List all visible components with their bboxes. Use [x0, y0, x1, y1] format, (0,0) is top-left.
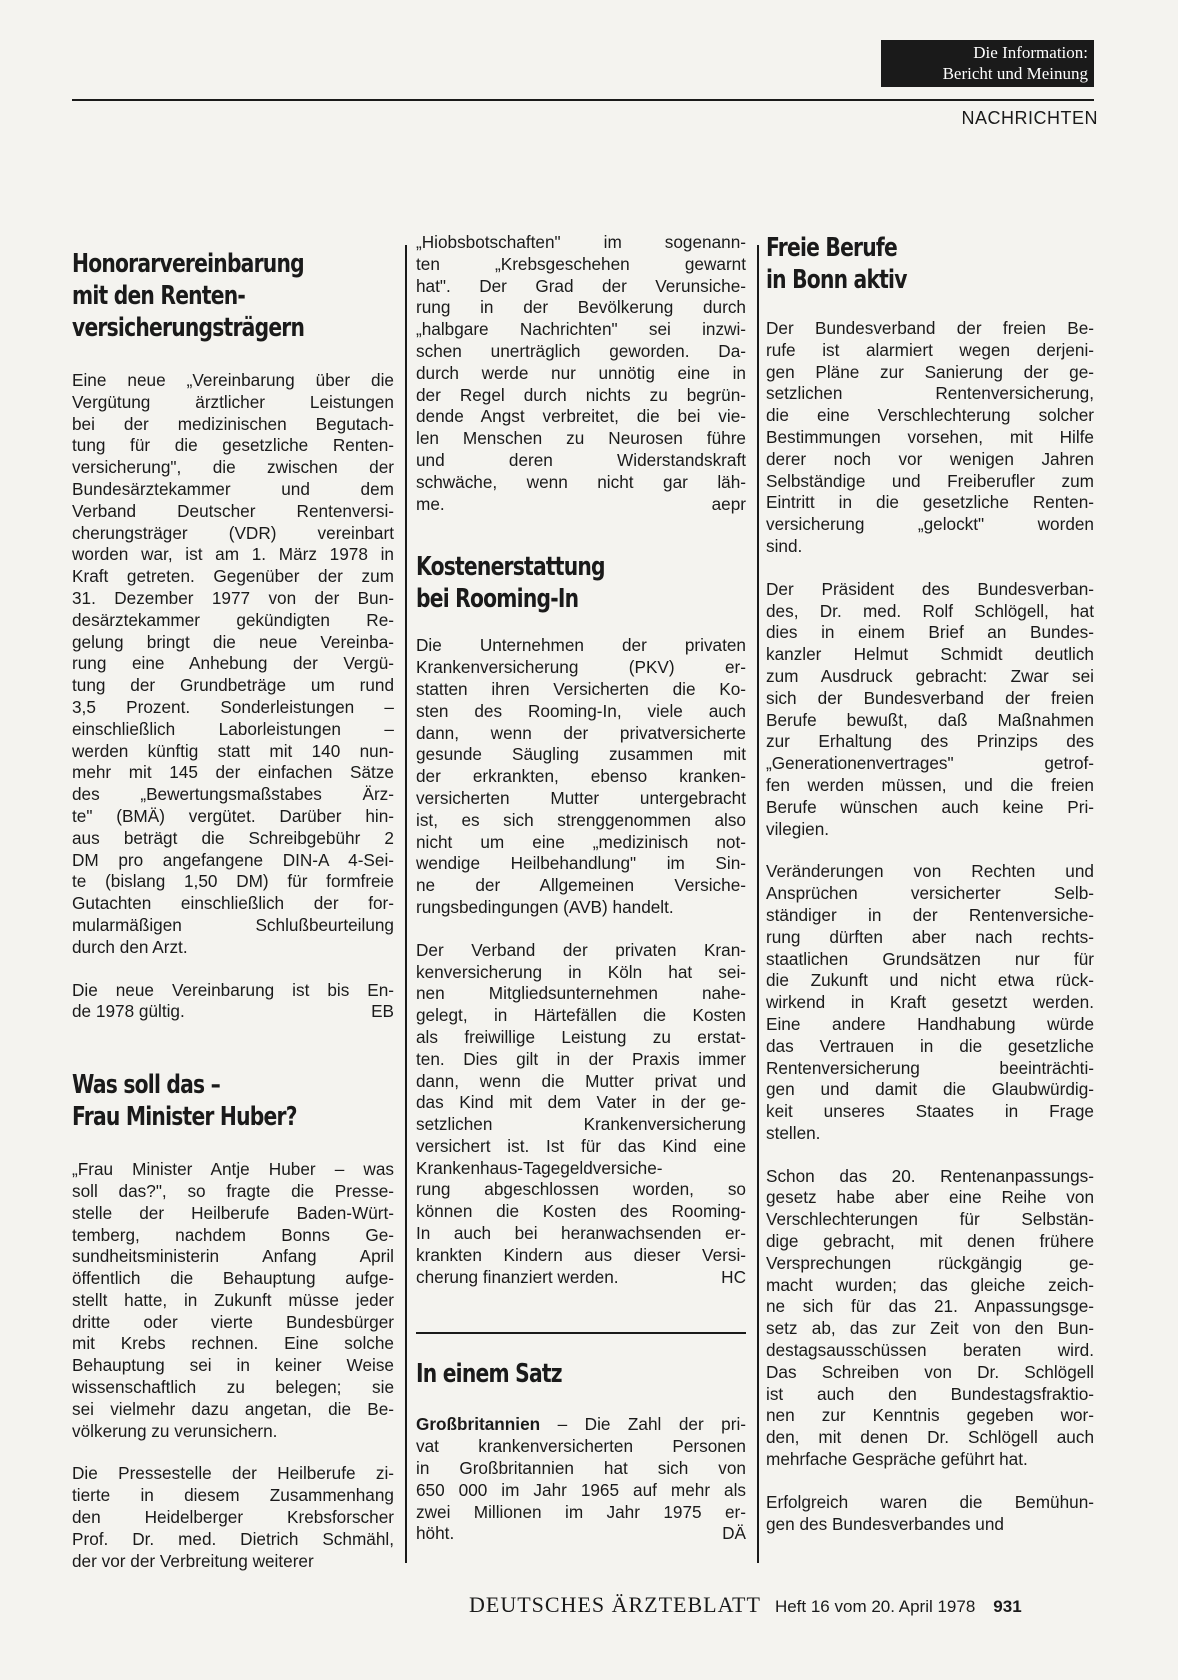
- text-line: Behauptung sei in keiner Weise: [72, 1355, 394, 1376]
- text-line: ten „Krebsgeschehen gewarnt: [416, 253, 746, 274]
- text-line: Eine andere Handhabung würde: [766, 1013, 1094, 1034]
- text-line: Erfolgreich waren die Bemühun-: [766, 1491, 1094, 1512]
- text-line: In auch bei heranwachsenden er-: [416, 1223, 746, 1244]
- text-line: das Kind mit dem Vater in der ge-: [416, 1092, 746, 1113]
- text-line: gelegt, in Härtefällen die Kosten: [416, 1005, 746, 1026]
- text-line: ne sich für das 21. Anpassungsge-: [766, 1296, 1094, 1317]
- headline-satz: In einem Satz: [416, 1359, 562, 1390]
- text-line: setz ab, das zur Zeit von den Bun-: [766, 1318, 1094, 1339]
- text-line: das Vertrauen in die gesetzliche: [766, 1035, 1094, 1056]
- text-line: krankten Kindern aus dieser Versi-: [416, 1244, 746, 1265]
- text-line: hat". Der Grad der Verunsiche-: [416, 275, 746, 296]
- text-line: mularmäßigen Schlußbeurteilung: [72, 914, 394, 935]
- satz-body: [416, 1414, 746, 1545]
- headline-line: Kostenerstattung: [416, 552, 605, 583]
- text-line: macht wurden; das gleiche zeich-: [766, 1274, 1094, 1295]
- text-line: worden war, ist am 1. März 1978 in: [72, 544, 394, 565]
- text-line: als freiwillige Leistung zu erstat-: [416, 1026, 746, 1047]
- headline-line: Honorarvereinbarung: [72, 249, 304, 279]
- text-line: derer noch vor wenigen Jahren: [766, 448, 1094, 469]
- text-line: zwei Millionen im Jahr 1975 er-: [416, 1501, 746, 1522]
- text-line: schwäche, wenn nicht gar läh-: [416, 471, 746, 492]
- issue-info: Heft 16 vom 20. April 1978: [774, 1597, 976, 1616]
- headline-line: in Bonn aktiv: [766, 265, 907, 295]
- text-line: höht. DÄ: [416, 1523, 746, 1544]
- text-line: den, mit denen Dr. Schlögell auch: [766, 1427, 1094, 1448]
- text-line: die Zukunft und nicht etwa rück-: [766, 970, 1094, 991]
- text-line: soll das?", so fragte die Presse-: [72, 1180, 394, 1201]
- column-3: [766, 232, 1094, 1535]
- berufe-para-2: [766, 579, 1094, 841]
- text-line: desärztekammer gekündigten Re-: [72, 609, 394, 630]
- headline-berufe: [766, 232, 1022, 296]
- text-line: Versprechungen rückgängig ge-: [766, 1252, 1094, 1273]
- text-line: sich der Bundesverband der freien: [766, 687, 1094, 708]
- text-line: nen zur Kenntnis gegeben wor-: [766, 1405, 1094, 1426]
- text-line: Vergütung ärztlicher Leistungen: [72, 391, 394, 412]
- text-line: wirkend in Kraft gesetzt werden.: [766, 992, 1094, 1013]
- text-line: cherungsträger (VDR) vereinbart: [72, 522, 394, 543]
- text-line: 31. Dezember 1977 von der Bun-: [72, 587, 394, 608]
- text-line: in Großbritannien hat sich von: [416, 1458, 746, 1479]
- text-line: me. aepr: [416, 493, 746, 514]
- column-2: [416, 232, 746, 1545]
- text-line: dann, wenn der privatversicherte: [416, 722, 746, 743]
- text-line: Der Verband der privaten Kran-: [416, 939, 746, 960]
- text-line: tung für die gesetzliche Renten-: [72, 435, 394, 456]
- headline-line: Was soll das –: [72, 1070, 220, 1101]
- section-label: NACHRICHTEN: [961, 108, 1098, 128]
- headline-honorar: [72, 248, 323, 344]
- text-line: durch den Arzt.: [72, 936, 188, 957]
- text-line: Eine neue „Vereinbarung über die: [72, 370, 394, 390]
- publication-name: DEUTSCHES ÄRZTEBLATT: [469, 1592, 761, 1617]
- column-1: [72, 248, 394, 1572]
- text-line: Gutachten einschließlich der for-: [72, 893, 394, 914]
- text-line: rung in der Bevölkerung durch: [416, 297, 746, 318]
- text-line: die eine Verschlechterung solcher: [766, 405, 1094, 426]
- text-line: des „Bewertungsmaßstabes Ärz-: [72, 784, 394, 805]
- text-line: Verband Deutscher Rentenversi-: [72, 500, 394, 521]
- page-number: 931: [993, 1597, 1022, 1616]
- text-line: Die neue Vereinbarung ist bis En-: [72, 979, 394, 1000]
- text-line: ne der Allgemeinen Versiche-: [416, 875, 746, 896]
- text-line: dann, wenn die Mutter privat und: [416, 1070, 746, 1091]
- text-line: stellt hatte, in Zukunft müsse jeder: [72, 1289, 394, 1310]
- text-line: rungsbedingungen (AVB) handelt.: [416, 896, 674, 917]
- text-line: dige gebracht, mit denen frühere: [766, 1231, 1094, 1252]
- berufe-para-4: [766, 1166, 1094, 1471]
- text-line: den Heidelberger Krebsforscher: [72, 1507, 394, 1528]
- headline-rooming: [416, 551, 673, 615]
- text-line: len Menschen zu Neurosen führe: [416, 428, 746, 449]
- text-line: rufe ist alarmiert wegen derjeni-: [766, 339, 1094, 360]
- text-line: DM pro angefangene DIN-A 4-Sei-: [72, 849, 394, 870]
- signature-honorar: EB: [371, 1001, 394, 1022]
- text-line: der vor der Verbreitung weiterer: [72, 1550, 314, 1571]
- text-line: versicherung „gelockt" worden: [766, 514, 1094, 535]
- text-line: sind.: [766, 535, 803, 556]
- text-line: einschließlich Laborleistungen –: [72, 718, 394, 739]
- text-line: nicht um eine „medizinisch not-: [416, 831, 746, 852]
- text-line: setzlichen Rentenversicherung,: [766, 383, 1094, 404]
- text-line: kenversicherung in Köln hat sei-: [416, 961, 746, 982]
- text-line: und deren Widerstandskraft: [416, 449, 746, 470]
- berufe-para-3: [766, 861, 1094, 1144]
- text-line: „Frau Minister Antje Huber – was: [72, 1159, 394, 1180]
- text-line: Eintritt in die gesetzliche Renten-: [766, 492, 1094, 513]
- headline-line: Frau Minister Huber?: [72, 1102, 297, 1133]
- article-signature: aepr: [711, 493, 746, 514]
- text-line: tierte in diesem Zusammenhang: [72, 1485, 394, 1506]
- text-line: schen unerträglich geworden. Da-: [416, 340, 746, 361]
- header-rule: [72, 99, 1094, 101]
- text-line: durch werde nur unnötig eine in: [416, 362, 746, 383]
- article-signature: DÄ: [722, 1523, 746, 1544]
- huber-para-1: [72, 1159, 394, 1442]
- text-line: Die Unternehmen der privaten: [416, 635, 746, 656]
- text-line: te" (BMÄ) vergütet. Darüber hin-: [72, 805, 394, 826]
- text-line: fen werden müssen, und die freien: [766, 774, 1094, 795]
- text-line: völkerung zu verunsichern.: [72, 1420, 278, 1441]
- text-line: ten. Dies gilt in der Praxis immer: [416, 1048, 746, 1069]
- headline-line: Freie Berufe: [766, 233, 897, 263]
- huber-para-2: [72, 1463, 394, 1572]
- text-line: mehr mit 145 der einfachen Sätze: [72, 762, 394, 783]
- text-line: können die Kosten des Rooming-: [416, 1201, 746, 1222]
- text-line: kanzler Helmut Schmidt deutlich: [766, 644, 1094, 665]
- text-line: dies in einem Brief an Bundes-: [766, 622, 1094, 643]
- huber-continued: [416, 232, 746, 515]
- text-line: Großbritannien – Die Zahl der pri-: [416, 1414, 746, 1435]
- rooming-para-2: [416, 940, 746, 1289]
- text-line: Ansprüchen versicherter Selb-: [766, 883, 1094, 904]
- text-line: 650 000 im Jahr 1965 auf mehr als: [416, 1479, 746, 1500]
- headline-line: versicherungsträgern: [72, 313, 305, 343]
- text-line: rung dürften aber nach rechts-: [766, 926, 1094, 947]
- text-line: tung der Grundbeträge um rund: [72, 675, 394, 696]
- text-line: stellen.: [766, 1122, 821, 1143]
- headline-huber: [72, 1069, 323, 1133]
- text-line: Veränderungen von Rechten und: [766, 861, 1094, 882]
- text-line: statten ihren Versicherten die Ko-: [416, 678, 746, 699]
- honorar-para-1: [72, 370, 394, 959]
- text-line: versichert ist. Ist für das Kind eine: [416, 1135, 746, 1156]
- text-line: ist, es sich strenggenommen also: [416, 809, 746, 830]
- text-line: staatlichen Grundsätzen nur für: [766, 948, 1094, 969]
- text-line: zur Erhaltung des Prinzips des: [766, 731, 1094, 752]
- text-line: Verschlechterungen für Selbstän-: [766, 1209, 1094, 1230]
- text-line: vat krankenversicherten Personen: [416, 1436, 746, 1457]
- text-line: mehrfache Gespräche geführt hat.: [766, 1449, 1028, 1470]
- satz-lead: Großbritannien: [416, 1414, 541, 1435]
- text-line: dende Angst verbreitet, die bei vie-: [416, 406, 746, 427]
- text-line: Krankenversicherung (PKV) er-: [416, 657, 746, 678]
- text-line: vilegien.: [766, 818, 830, 839]
- satz-lines: [416, 1436, 746, 1545]
- honorar-para-2: [72, 980, 394, 1024]
- text-line: gen und damit die Glaubwürdig-: [766, 1079, 1094, 1100]
- page-footer: [469, 1592, 1022, 1618]
- text-line: versicherung", die zwischen der: [72, 457, 394, 478]
- text-line: gen des Bundesverbandes und: [766, 1513, 1004, 1534]
- text-line: sundheitsministerin Anfang April: [72, 1246, 394, 1267]
- text-line: werden künftig statt mit 140 nun-: [72, 740, 394, 761]
- text-line: Rentenversicherung beeinträchti-: [766, 1057, 1094, 1078]
- text-line: de 1978 gültig. EB: [72, 1001, 394, 1022]
- text-line: ständiger in der Rentenversiche-: [766, 904, 1094, 925]
- text-line: nen Mitgliedsunternehmen nahe-: [416, 983, 746, 1004]
- text-line: temberg, nachdem Bonns Ge-: [72, 1224, 394, 1245]
- text-line: cherung finanziert werden. HC: [416, 1266, 746, 1287]
- headline-line: bei Rooming-In: [416, 584, 579, 615]
- text-line: Bundesärztekammer und dem: [72, 478, 394, 499]
- text-line: aus beträgt die Schreibgebühr 2: [72, 827, 394, 848]
- text-line: gen Pläne zur Sanierung der ge-: [766, 361, 1094, 382]
- text-line: gelung bringt die neue Vereinba-: [72, 631, 394, 652]
- rubric-line-2: Bericht und Meinung: [942, 64, 1088, 83]
- text-line: Krankenhaus-Tagegeldversiche-: [416, 1157, 663, 1178]
- text-line: ist auch den Bundestagsfraktio-: [766, 1383, 1094, 1404]
- text-line: setzlichen Krankenversicherung: [416, 1114, 746, 1135]
- column-divider-2: [757, 245, 759, 1563]
- text-line: mit Krebs rechnen. Eine solche: [72, 1333, 394, 1354]
- text-line: keit unseres Staates in Frage: [766, 1101, 1094, 1122]
- text-line: sten des Rooming-In, viele auch: [416, 700, 746, 721]
- text-line: Selbständige und Freiberufler zum: [766, 470, 1094, 491]
- berufe-para-1: [766, 318, 1094, 558]
- text-line: 3,5 Prozent. Sonderleistungen –: [72, 696, 394, 717]
- text-line: rung eine Anhebung der Vergü-: [72, 653, 394, 674]
- text-line: dritte oder vierte Bundesbürger: [72, 1311, 394, 1332]
- text-line: „Hiobsbotschaften" im sogenann-: [416, 232, 746, 252]
- text-line: gesetz habe aber eine Reihe von: [766, 1187, 1094, 1208]
- text-line: stelle der Heilberufe Baden-Würt-: [72, 1202, 394, 1223]
- text-line: Kraft getreten. Gegenüber der zum: [72, 566, 394, 587]
- text-line: versicherten Mutter untergebracht: [416, 787, 746, 808]
- text-line: wendige Heilbehandlung" im Sin-: [416, 853, 746, 874]
- text-line: Der Präsident des Bundesverban-: [766, 578, 1094, 599]
- article-signature: HC: [721, 1266, 746, 1287]
- rooming-para-1: [416, 635, 746, 918]
- text-line: Die Pressestelle der Heilberufe zi-: [72, 1463, 394, 1484]
- text-line: Der Bundesverband der freien Be-: [766, 318, 1094, 338]
- text-line: wissenschaftlich zu belegen; sie: [72, 1377, 394, 1398]
- text-line: „halbgare Nachrichten" sei inzwi-: [416, 319, 746, 340]
- text-line: te (bislang 1,50 DM) für formfreie: [72, 871, 394, 892]
- text-line: der erkrankten, ebenso kranken-: [416, 766, 746, 787]
- rubric-line-1: Die Information:: [973, 43, 1088, 62]
- berufe-para-5: [766, 1492, 1094, 1536]
- text-line: Berufe bewußt, daß Maßnahmen: [766, 709, 1094, 730]
- text-line: öffentlich die Behauptung aufge-: [72, 1268, 394, 1289]
- text-line: „Generationenvertrages" getrof-: [766, 753, 1094, 774]
- text-line: bei der medizinischen Begutach-: [72, 413, 394, 434]
- text-line: der Regel durch nichts zu begrün-: [416, 384, 746, 405]
- text-line: Schon das 20. Rentenanpassungs-: [766, 1165, 1094, 1186]
- text-line: gesunde Säugling zusammen mit: [416, 744, 746, 765]
- rubric-box: [881, 40, 1094, 87]
- text-line: Berufe wünschen auch keine Pri-: [766, 796, 1094, 817]
- text-line: Bestimmungen vorsehen, mit Hilfe: [766, 426, 1094, 447]
- text-line: rung abgeschlossen worden, so: [416, 1179, 746, 1200]
- column-divider-1: [405, 245, 407, 1563]
- text-line: destagsausschüssen beraten wird.: [766, 1340, 1094, 1361]
- text-line: des, Dr. med. Rolf Schlögell, hat: [766, 600, 1094, 621]
- text-line: sei vielmehr dazu angetan, die Be-: [72, 1398, 394, 1419]
- text-line: Prof. Dr. med. Dietrich Schmähl,: [72, 1528, 394, 1549]
- text-line: Das Schreiben von Dr. Schlögell: [766, 1361, 1094, 1382]
- headline-line: mit den Renten-: [72, 281, 246, 311]
- text-line: zum Ausdruck gebracht: Zwar sei: [766, 665, 1094, 686]
